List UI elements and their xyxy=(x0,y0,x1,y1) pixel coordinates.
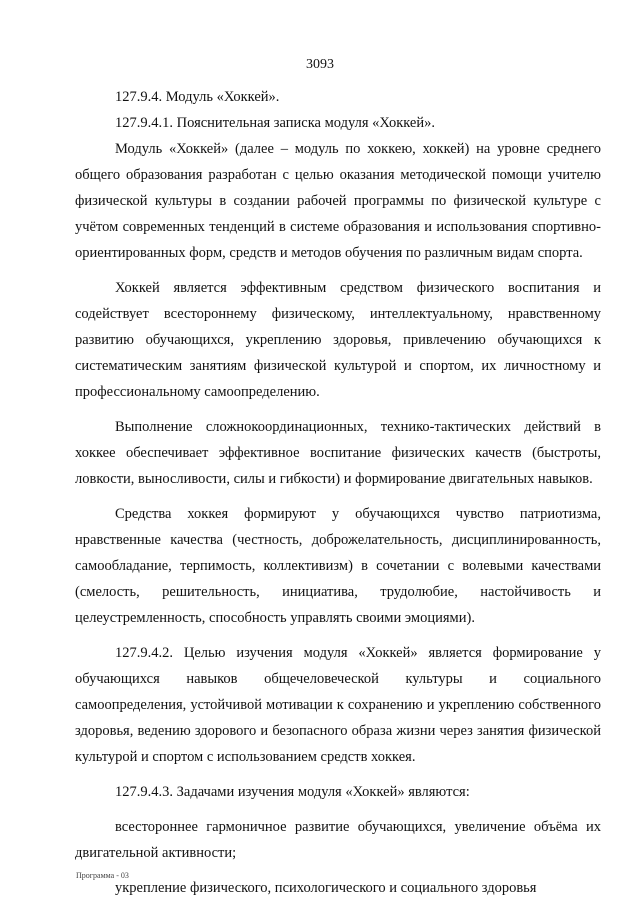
list-item: всестороннее гармоничное развитие обучающихся, увеличение объёма их двигательной активности; xyxy=(75,819,601,861)
page-number: 3093 xyxy=(306,57,334,72)
list-item: укрепление физического, психологического и социального здоровья xyxy=(115,880,537,896)
paragraph: 127.9.4.3. Задачами изучения модуля «Хоккей» являются: xyxy=(115,784,470,800)
page-footer: Программа - 03 xyxy=(76,871,129,880)
paragraph: 127.9.4.2. Целью изучения модуля «Хоккей» является формирование у обучающихся навыков общечеловеческой культуры и социального самоопределения, устойчивой мотивации к сохранению и укреплению собственного здоровья, ведению здорового и безопасного образа жизни через занятия физической культурой и спортом с использованием средств хоккея. xyxy=(75,645,601,765)
subsection-heading: 127.9.4.1. Пояснительная записка модуля «Хоккей». xyxy=(115,115,436,131)
paragraph: Средства хоккея формируют у обучающихся чувство патриотизма, нравственные качества (честность, доброжелательность, дисциплинированность, самообладание, терпимость, коллективизм) в сочетании с волевыми качествами (смелость, решительность, инициатива, трудолюбие, настойчивость и целеустремленность, способность управлять своими эмоциями). xyxy=(75,506,601,626)
document-body xyxy=(75,84,601,901)
paragraph: Модуль «Хоккей» (далее – модуль по хоккею, хоккей) на уровне среднего общего образования разработан с целью оказания методической помощи учителю физической культуры в создании рабочей программы по физической культуре с учётом современных тенденций в системе образования и использования спортивно-ориентированных форм, средств и методов обучения по различным видам спорта. xyxy=(75,141,601,261)
paragraph: Выполнение сложнокоординационных, технико-тактических действий в хоккее обеспечивает эффективное воспитание физических качеств (быстроты, ловкости, выносливости, силы и гибкости) и формирование двигательных навыков. xyxy=(75,419,601,487)
section-heading: 127.9.4. Модуль «Хоккей». xyxy=(115,89,280,105)
paragraph: Хоккей является эффективным средством физического воспитания и содействует всестороннему физическому, интеллектуальному, нравственному развитию обучающихся, укреплению здоровья, привлечению обучающихся к систематическим занятиям физической культурой и спортом, их личностному и профессиональному самоопределению. xyxy=(75,280,601,400)
